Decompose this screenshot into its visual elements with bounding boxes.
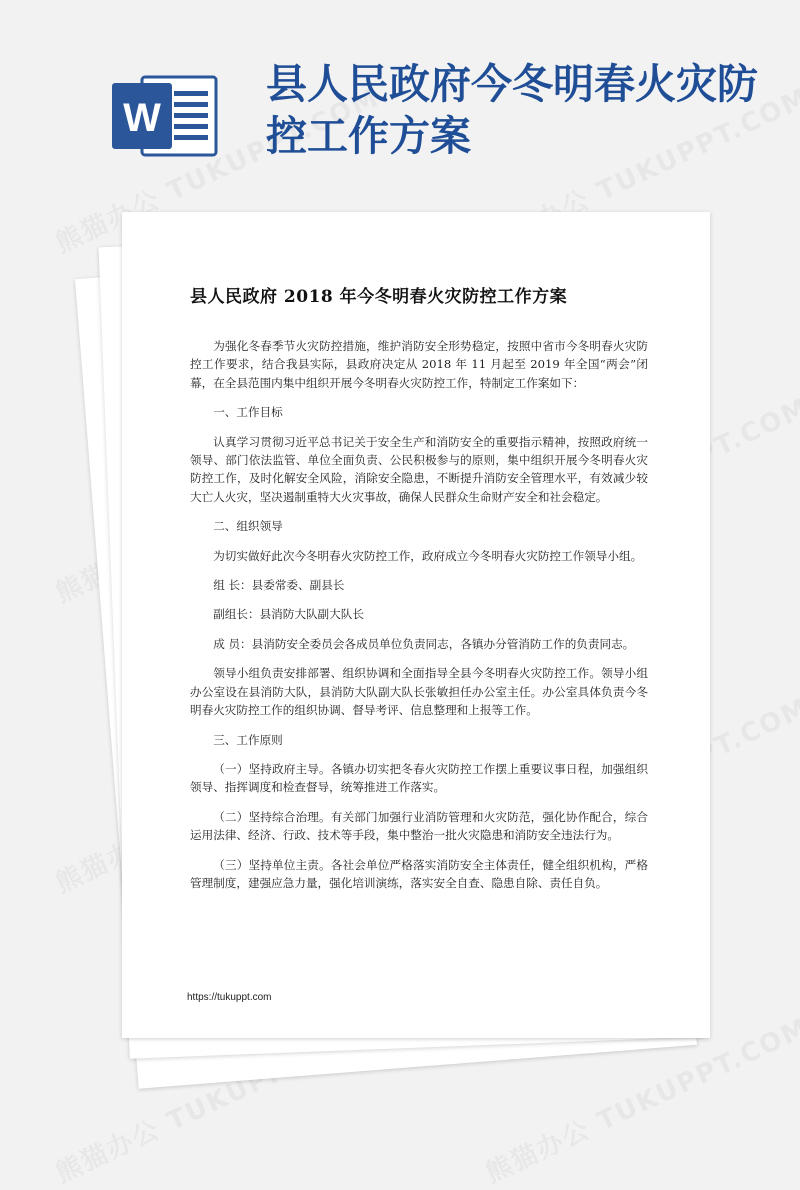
svg-text:W: W [123,96,161,140]
paragraph: （三）坚持单位主责。各社会单位严格落实消防安全主体责任，健全组织机构，严格管理制度，建强应急力量，强化培训演练，落实安全自查、隐患自除、责任自负。 [190,857,648,890]
section-heading: 二、组织领导 [213,519,283,534]
paragraph: 认真学习贯彻习近平总书记关于安全生产和消防安全的重要指示精神，按照政府统一领导、部门依法监管、单位全面负责、公民积极参与的原则，集中组织开展今冬明春火灾防控工作，及时化解安全风险，消除安全隐患，不断提升消防安全管理水平，有效减少较大亡人火灾，坚决遏制重特大火灾事故，确保人民群众生命财产安全和社会稳定。 [190,434,648,504]
section-heading: 一、工作目标 [213,405,283,420]
paragraph: 领导小组负责安排部署、组织协调和全面指导全县今冬明春火灾防控工作。领导小组办公室设在县消防大队，县消防大队副大队长张敏担任办公室主任。办公室具体负责今冬明春火灾防控工作的组织协调、督导考评、信息整理和上报等工作。 [190,666,648,718]
document-title: 县人民政府今冬明春火灾防控工作方案 [266,60,758,160]
page-heading: 县人民政府 2018 年今冬明春火灾防控工作方案 [190,287,568,307]
paragraph: （一）坚持政府主导。各镇办切实把冬春火灾防控工作摆上重要议事日程，加强组织领导、指挥调度和检查督导，统筹推进工作落实。 [190,761,648,795]
page-content [190,282,648,903]
document-page [122,212,710,1038]
paragraph: （二）坚持综合治理。有关部门加强行业消防管理和火灾防范，强化协作配合，综合运用法律、经济、行政、技术等手段，集中整治一批火灾隐患和消防安全违法行为。 [190,809,648,843]
section-heading: 三、工作原则 [213,732,283,747]
footer-url[interactable]: https://tukuppt.com [187,992,272,1003]
paragraph: 组 长：县委常委、副县长 [213,578,345,593]
paragraph: 成 员：县消防安全委员会各成员单位负责同志，各镇办分管消防工作的负责同志。 [213,636,635,651]
word-document-icon [112,73,220,159]
paragraph: 为强化冬春季节火灾防控措施，维护消防安全形势稳定，按照中省市今冬明春火灾防控工作要求，结合我县实际，县政府决定从 2018 年 11 月起至 2019 年全国“两会”闭幕，在全县范围内集中组织开展今冬明春火灾防控工作，特制定工作案如下： [190,339,648,390]
paragraph: 为切实做好此次今冬明春火灾防控工作，政府成立今冬明春火灾防控工作领导小组。 [213,548,643,563]
paragraph: 副组长：县消防大队副大队长 [213,607,364,622]
